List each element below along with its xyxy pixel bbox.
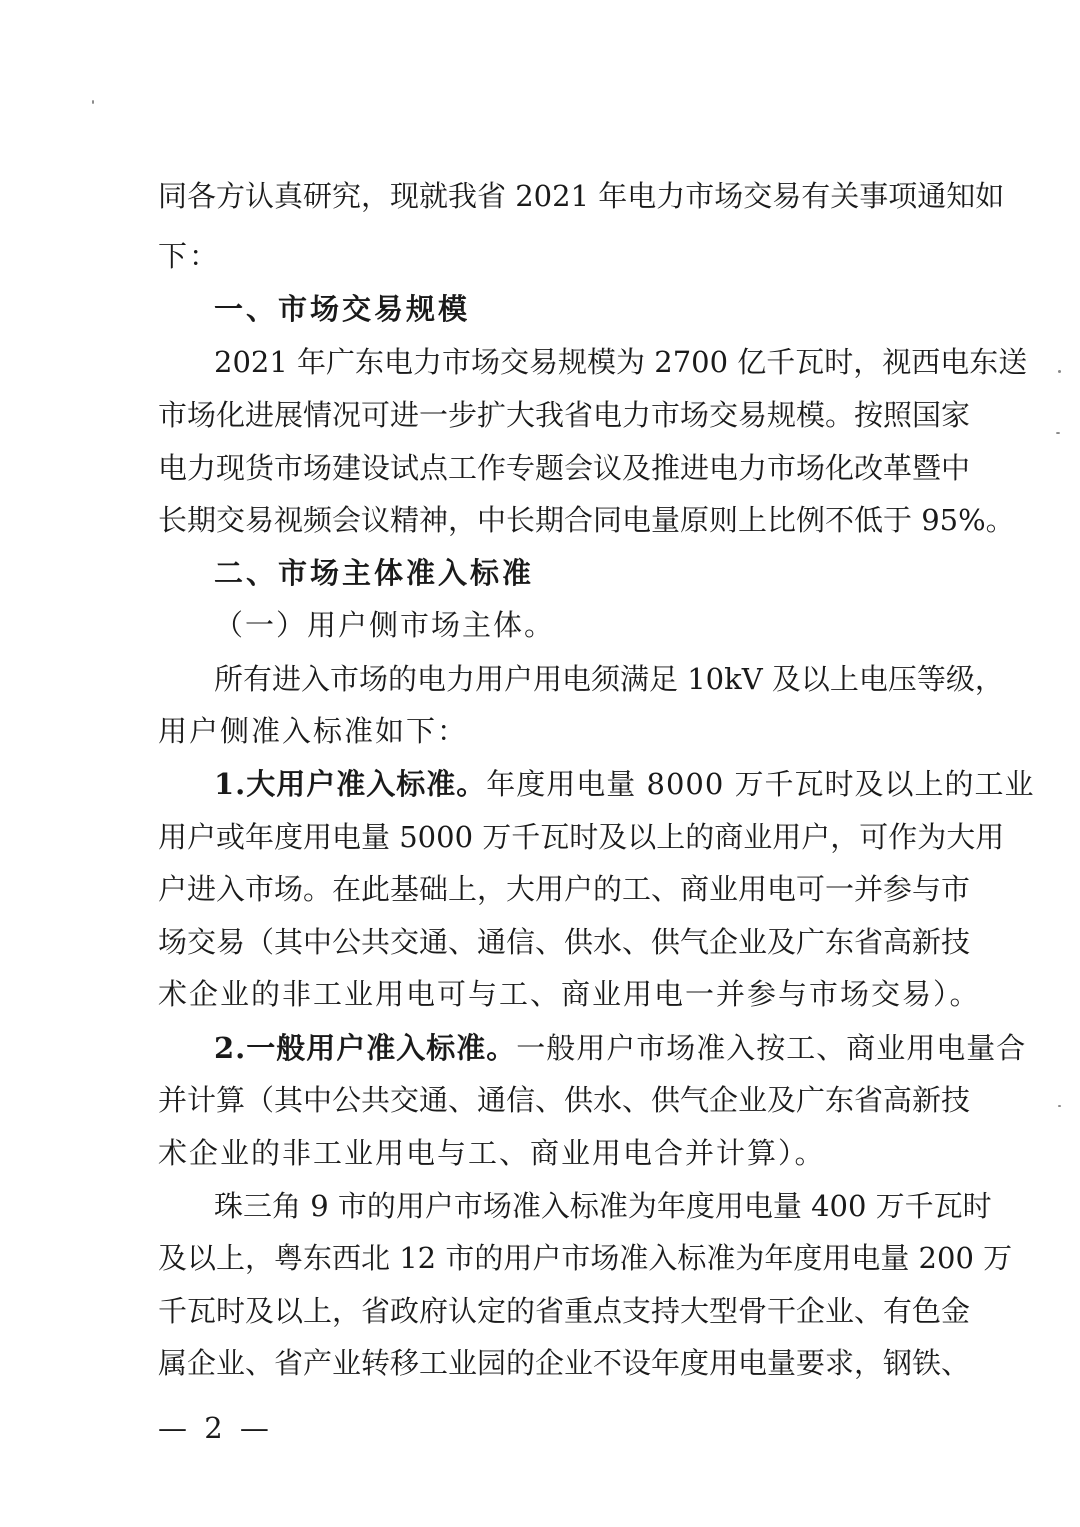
paragraph-line: 2021 年广东电力市场交易规模为 2700 亿千瓦时，视西电东送 — [214, 345, 1028, 379]
list-item-title: 2.一般用户准入标准。 — [214, 1031, 517, 1065]
scan-speck — [1058, 1105, 1061, 1107]
paragraph-line: 市场化进展情况可进一步扩大我省电力市场交易规模。按照国家 — [158, 398, 971, 432]
paragraph-line: 术企业的非工业用电与工、商业用电合并计算）。 — [158, 1136, 826, 1170]
list-item-first-line — [214, 1028, 1027, 1068]
paragraph-line: 千瓦时及以上，省政府认定的省重点支持大型骨干企业、有色金 — [158, 1294, 971, 1328]
scan-speck — [1058, 370, 1061, 373]
paragraph-line: 并计算（其中公共交通、通信、供水、供气企业及广东省高新技 — [158, 1083, 971, 1117]
list-item-text: 一般用户市场准入按工、商业用电量合 — [516, 1031, 1027, 1065]
paragraph-line: 所有进入市场的电力用户用电须满足 10kV 及以上电压等级， — [214, 662, 1004, 696]
paragraph-line: 用户或年度用电量 5000 万千瓦时及以上的商业用户，可作为大用 — [158, 820, 1005, 854]
scan-speck — [92, 100, 94, 104]
list-item-title: 1.大用户准入标准。 — [214, 767, 487, 801]
paragraph-line: 电力现货市场建设试点工作专题会议及推进电力市场化改革暨中 — [158, 451, 971, 485]
paragraph-line: 属企业、省产业转移工业园的企业不设年度用电量要求，钢铁、 — [158, 1346, 971, 1380]
page-number: — 2 — — [158, 1411, 273, 1445]
list-item-text: 年度用电量 8000 万千瓦时及以上的工业 — [486, 767, 1035, 801]
intro-line: 下： — [158, 239, 221, 273]
list-item-first-line — [214, 764, 1035, 804]
paragraph-line: 术企业的非工业用电可与工、商业用电一并参与市场交易）。 — [158, 977, 981, 1011]
subsection-heading: （一）用户侧市场主体。 — [214, 608, 556, 642]
section-heading: 一、市场交易规模 — [214, 292, 471, 326]
paragraph-line: 珠三角 9 市的用户市场准入标准为年度用电量 400 万千瓦时 — [214, 1189, 992, 1223]
paragraph-line: 用户侧准入标准如下： — [158, 714, 469, 748]
paragraph-line: 户进入市场。在此基础上，大用户的工、商业用电可一并参与市 — [158, 872, 971, 906]
paragraph-line: 及以上，粤东西北 12 市的用户市场准入标准为年度用电量 200 万 — [158, 1241, 1013, 1275]
intro-line: 同各方认真研究，现就我省 2021 年电力市场交易有关事项通知如 — [158, 179, 1005, 213]
scan-speck — [1056, 432, 1060, 434]
paragraph-line: 长期交易视频会议精神，中长期合同电量原则上比例不低于 95%。 — [158, 503, 1015, 537]
paragraph-line: 场交易（其中公共交通、通信、供水、供气企业及广东省高新技 — [158, 925, 971, 959]
section-heading: 二、市场主体准入标准 — [214, 556, 535, 590]
